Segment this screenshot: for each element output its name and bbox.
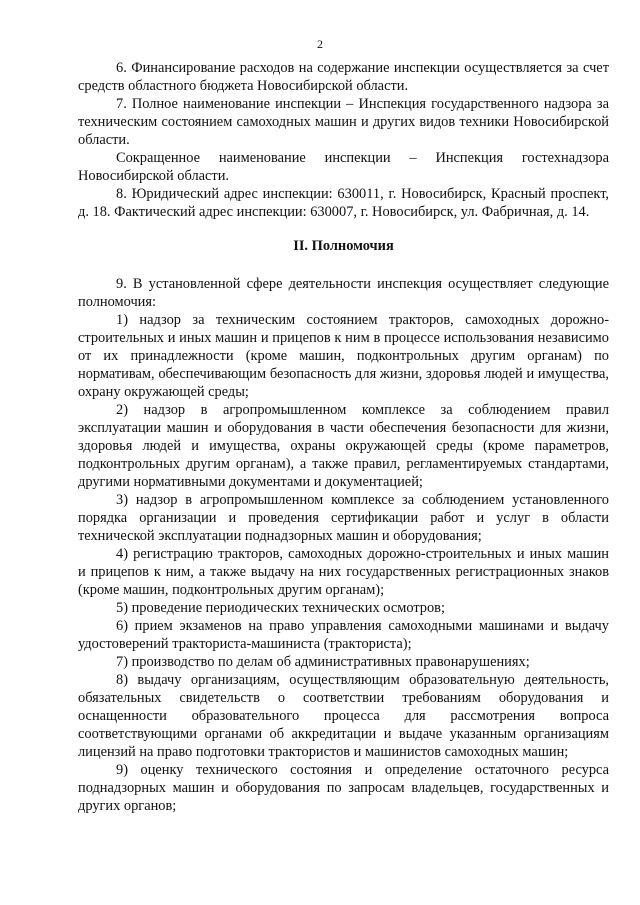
section-heading: II. Полномочия <box>293 238 394 254</box>
list-item-power-3: 3) надзор в агропромышленном комплексе за соблюдением установленного порядка организации и проведения сертификации работ и услуг в области технической эксплуатации поднадзорных машин и оборудования; <box>78 492 609 544</box>
list-item-power-7: 7) производство по делам об административных правонарушениях; <box>116 654 530 670</box>
paragraph-full-name: 7. Полное наименование инспекции – Инспекция государственного надзора за техническим состоянием самоходных машин и других видов техники Новосибирской области. <box>78 96 609 148</box>
list-item-power-9: 9) оценку технического состояния и определение остаточного ресурса поднадзорных машин и оборудования по запросам владельцев, государственных и других органов; <box>78 762 609 814</box>
list-item-power-2: 2) надзор в агропромышленном комплексе за соблюдением правил эксплуатации машин и оборудования в части обеспечения безопасности для жизни, здоровья людей и имущества, охраны окружающей среды (кроме параметров, подконтрольных другим органам), а также правил, регламентируемых стандартами, другими нормативными документами и документацией; <box>78 402 609 490</box>
paragraph-short-name: Сокращенное наименование инспекции – Инспекция гостехнадзора Новосибирской области. <box>78 150 609 184</box>
document-body <box>78 59 609 815</box>
list-item-power-4: 4) регистрацию тракторов, самоходных дорожно-строительных и иных машин и прицепов к ним, а также выдачу на них государственных регистрационных знаков (кроме машин, подконтрольных другим органам); <box>78 546 609 598</box>
list-item-power-8: 8) выдачу организациям, осуществляющим образовательную деятельность, обязательных свидетельств о соответствии требованиям оборудования и оснащенности образовательного процесса для рассмотрения вопроса соответствующими органами об аккредитации и выдаче указанным организациям лицензий на право подготовки трактористов и машинистов самоходных машин; <box>78 672 609 760</box>
spacer <box>78 221 609 237</box>
list-item-power-6: 6) прием экзаменов на право управления самоходными машинами и выдачу удостоверений тракториста-машиниста (тракториста); <box>78 618 609 652</box>
page-number: 2 <box>317 37 323 51</box>
list-item-power-5: 5) проведение периодических технических осмотров; <box>116 600 445 616</box>
paragraph-financing: 6. Финансирование расходов на содержание инспекции осуществляется за счет средств областного бюджета Новосибирской области. <box>78 60 609 94</box>
paragraph-powers-intro: 9. В установленной сфере деятельности инспекция осуществляет следующие полномочия: <box>78 276 609 310</box>
paragraph-address: 8. Юридический адрес инспекции: 630011, г. Новосибирск, Красный проспект, д. 18. Фактический адрес инспекции: 630007, г. Новосибирск, ул. Фабричная, д. 14. <box>78 186 609 220</box>
spacer <box>78 255 609 275</box>
list-item-power-1: 1) надзор за техническим состоянием тракторов, самоходных дорожно-строительных и иных машин и прицепов к ним в процессе использования независимо от их принадлежности (кроме машин, подконтрольных другим органам) по нормативам, обеспечивающим безопасность для жизни, здоровья людей и имущества, охрану окружающей среды; <box>78 312 609 400</box>
